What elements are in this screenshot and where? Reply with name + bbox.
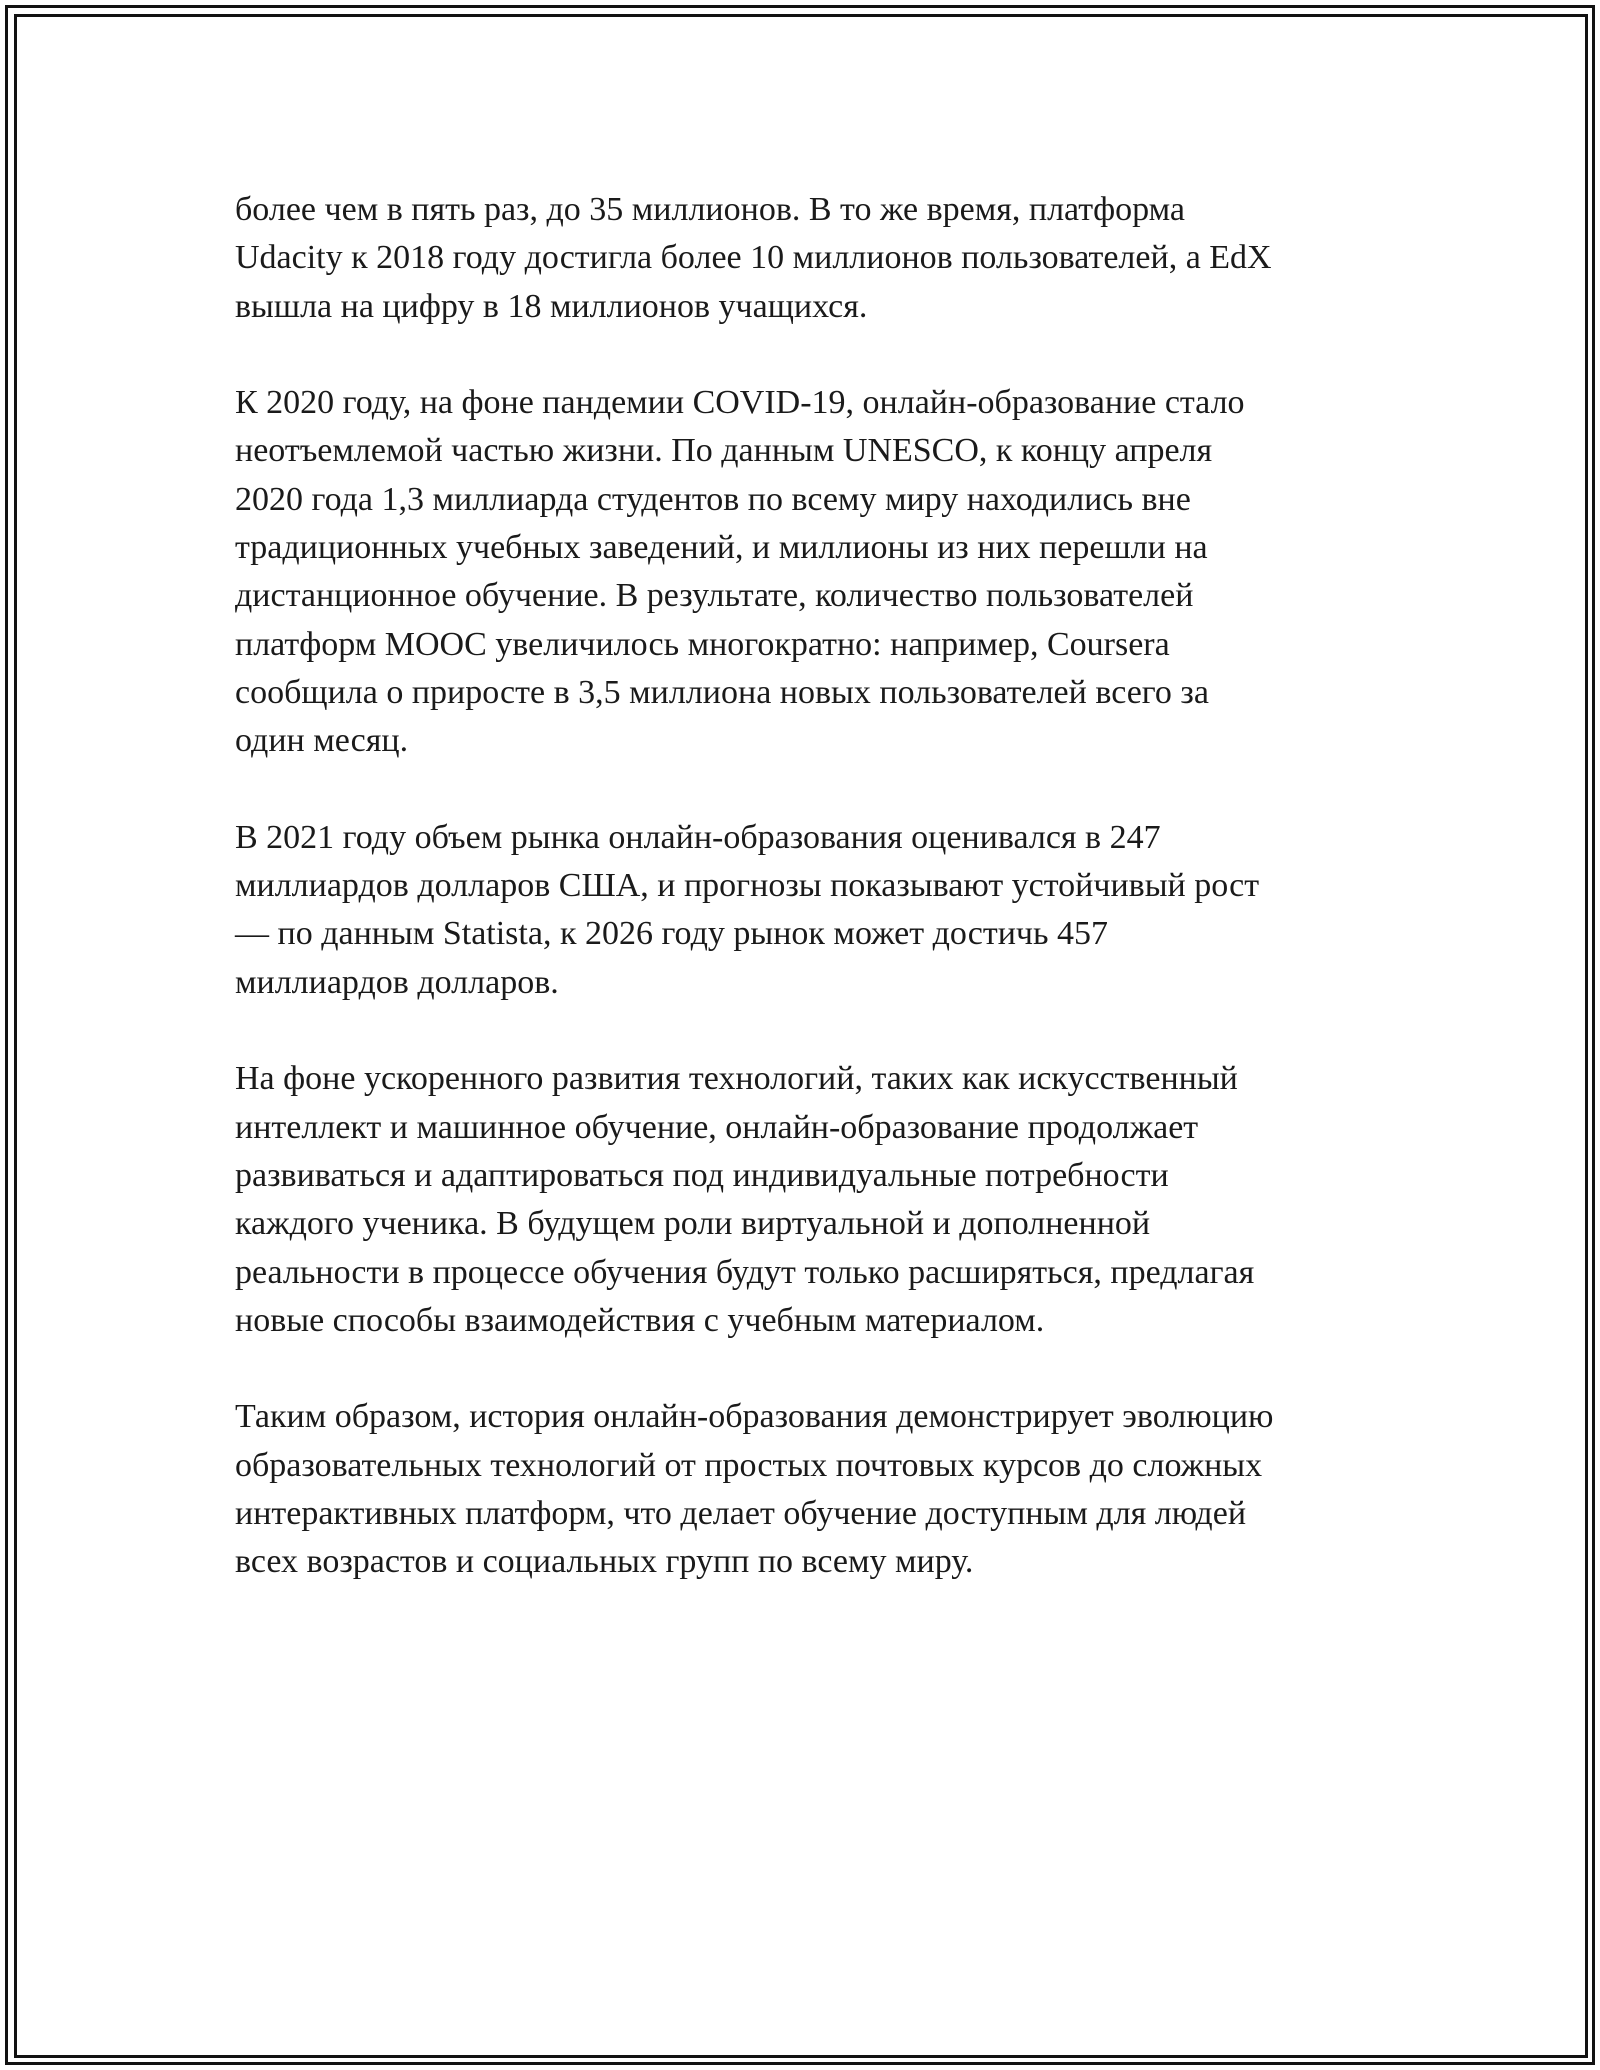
text-line: сообщила о приросте в 3,5 миллиона новых пользователей всего за <box>235 673 1209 711</box>
text-line: неотъемлемой частью жизни. По данным UNESCO, к концу апреля <box>235 432 1213 470</box>
paragraph-covid-2020 <box>235 379 1395 765</box>
text-line: миллиардов долларов США, и прогнозы показывают устойчивый рост <box>235 867 1260 905</box>
text-line: вышла на цифру в 18 миллионов учащихся. <box>235 287 868 325</box>
text-line: более чем в пять раз, до 35 миллионов. В то же время, платформа <box>235 191 1186 228</box>
paragraph-conclusion <box>235 1393 1395 1586</box>
text-line: интерактивных платформ, что делает обучение доступным для людей <box>235 1495 1247 1533</box>
text-line: 2020 года 1,3 миллиарда студентов по всему миру находились вне <box>235 480 1191 518</box>
text-line: интеллект и машинное обучение, онлайн-образование продолжает <box>235 1108 1199 1146</box>
text-line: всех возрастов и социальных групп по всему миру. <box>235 1543 974 1581</box>
paragraph-user-growth <box>235 186 1395 331</box>
text-line: — по данным Statista, к 2026 году рынок может достичь 457 <box>235 915 1108 953</box>
paragraph-technology <box>235 1055 1395 1345</box>
text-line: традиционных учебных заведений, и миллионы из них перешли на <box>235 529 1208 567</box>
text-line: один месяц. <box>235 722 409 760</box>
text-line: реальности в процессе обучения будут только расширяться, предлагая <box>235 1253 1255 1291</box>
text-line: платформ MOOC увеличилось многократно: например, Coursera <box>235 625 1170 663</box>
text-line: новые способы взаимодействия с учебным материалом. <box>235 1301 1045 1339</box>
document-body <box>235 186 1395 1635</box>
text-line: образовательных технологий от простых почтовых курсов до сложных <box>235 1446 1263 1484</box>
paragraph-market-size <box>235 814 1395 1007</box>
text-line: Таким образом, история онлайн-образования демонстрирует эволюцию <box>235 1398 1274 1436</box>
text-line: На фоне ускоренного развития технологий, таких как искусственный <box>235 1060 1238 1098</box>
text-line: К 2020 году, на фоне пандемии COVID-19, онлайн-образование стало <box>235 384 1245 422</box>
text-line: Udacity к 2018 году достигла более 10 миллионов пользователей, а EdX <box>235 239 1272 277</box>
text-line: развиваться и адаптироваться под индивидуальные потребности <box>235 1156 1169 1194</box>
text-line: В 2021 году объем рынка онлайн-образования оценивался в 247 <box>235 818 1161 856</box>
text-line: миллиардов долларов. <box>235 963 559 1001</box>
text-line: дистанционное обучение. В результате, количество пользователей <box>235 577 1194 615</box>
text-line: каждого ученика. В будущем роли виртуальной и дополненной <box>235 1205 1151 1243</box>
